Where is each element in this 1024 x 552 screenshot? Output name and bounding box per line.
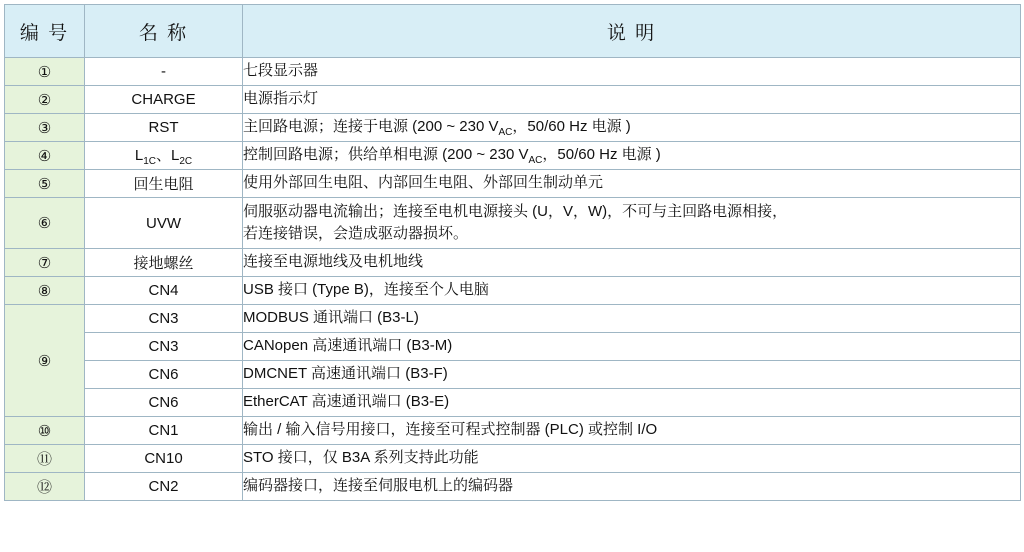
table-row [5,86,1021,114]
cell-name: CN4 [85,277,243,305]
table-body [5,58,1021,501]
spec-table-container [4,4,1022,501]
table-row [5,198,1021,249]
table-row [5,445,1021,473]
table-row [5,277,1021,305]
cell-number: ⑦ [5,249,85,277]
cell-description: 七段显示器 [243,58,1021,86]
table-row [5,473,1021,501]
cell-name: CN6 [85,361,243,389]
table-row [5,170,1021,198]
cell-description: DMCNET 高速通讯端口 (B3-F) [243,361,1021,389]
cell-name: CN3 [85,305,243,333]
cell-number: ② [5,86,85,114]
cell-name: CN2 [85,473,243,501]
connector-spec-table [4,4,1021,501]
cell-number: ④ [5,142,85,170]
table-row [5,389,1021,417]
cell-description: CANopen 高速通讯端口 (B3-M) [243,333,1021,361]
table-row [5,249,1021,277]
cell-description: EtherCAT 高速通讯端口 (B3-E) [243,389,1021,417]
cell-name: $L_{1C}$、$L_{2C}$ [85,142,243,170]
cell-description: USB 接口 (Type B)，连接至个人电脑 [243,277,1021,305]
table-row [5,417,1021,445]
cell-name: UVW [85,198,243,249]
table-row [5,58,1021,86]
cell-description: 伺服驱动器电流输出；连接至电机电源接头 (U，V，W)，不可与主回路电源相接， 若连接错误，会造成驱动器损坏。 [243,198,1021,249]
cell-description: 电源指示灯 [243,86,1021,114]
cell-number: ⑪ [5,445,85,473]
cell-number: ⑩ [5,417,85,445]
cell-number: ⑤ [5,170,85,198]
cell-number: ⑧ [5,277,85,305]
cell-number: ⑫ [5,473,85,501]
table-row [5,361,1021,389]
column-header-name: 名 称 [85,5,243,58]
cell-description: STO 接口，仅 B3A 系列支持此功能 [243,445,1021,473]
cell-number: ③ [5,114,85,142]
table-header [5,5,1021,58]
cell-name: CN10 [85,445,243,473]
cell-description: 编码器接口，连接至伺服电机上的编码器 [243,473,1021,501]
cell-number: ⑥ [5,198,85,249]
column-header-description: 说 明 [243,5,1021,58]
cell-number: ① [5,58,85,86]
cell-description: 使用外部回生电阻、内部回生电阻、外部回生制动单元 [243,170,1021,198]
cell-name: 回生电阻 [85,170,243,198]
table-row [5,142,1021,170]
cell-description: MODBUS 通讯端口 (B3-L) [243,305,1021,333]
cell-name: - [85,58,243,86]
cell-number: ⑨ [5,305,85,417]
cell-name: CN1 [85,417,243,445]
cell-name: CN3 [85,333,243,361]
table-row [5,333,1021,361]
cell-name: 接地螺丝 [85,249,243,277]
table-row [5,114,1021,142]
table-header-row [5,5,1021,58]
column-header-no: 编 号 [5,5,85,58]
cell-description: 控制回路电源；供给单相电源 (200 ~ 230 $V_{AC}$，50/60 Hz 电源 ) [243,142,1021,170]
cell-name: RST [85,114,243,142]
table-row [5,305,1021,333]
cell-description: 主回路电源；连接于电源 (200 ~ 230 $V_{AC}$，50/60 Hz 电源 ) [243,114,1021,142]
cell-description: 输出 / 输入信号用接口，连接至可程式控制器 (PLC) 或控制 I/O [243,417,1021,445]
cell-description: 连接至电源地线及电机地线 [243,249,1021,277]
cell-name: CHARGE [85,86,243,114]
cell-name: CN6 [85,389,243,417]
